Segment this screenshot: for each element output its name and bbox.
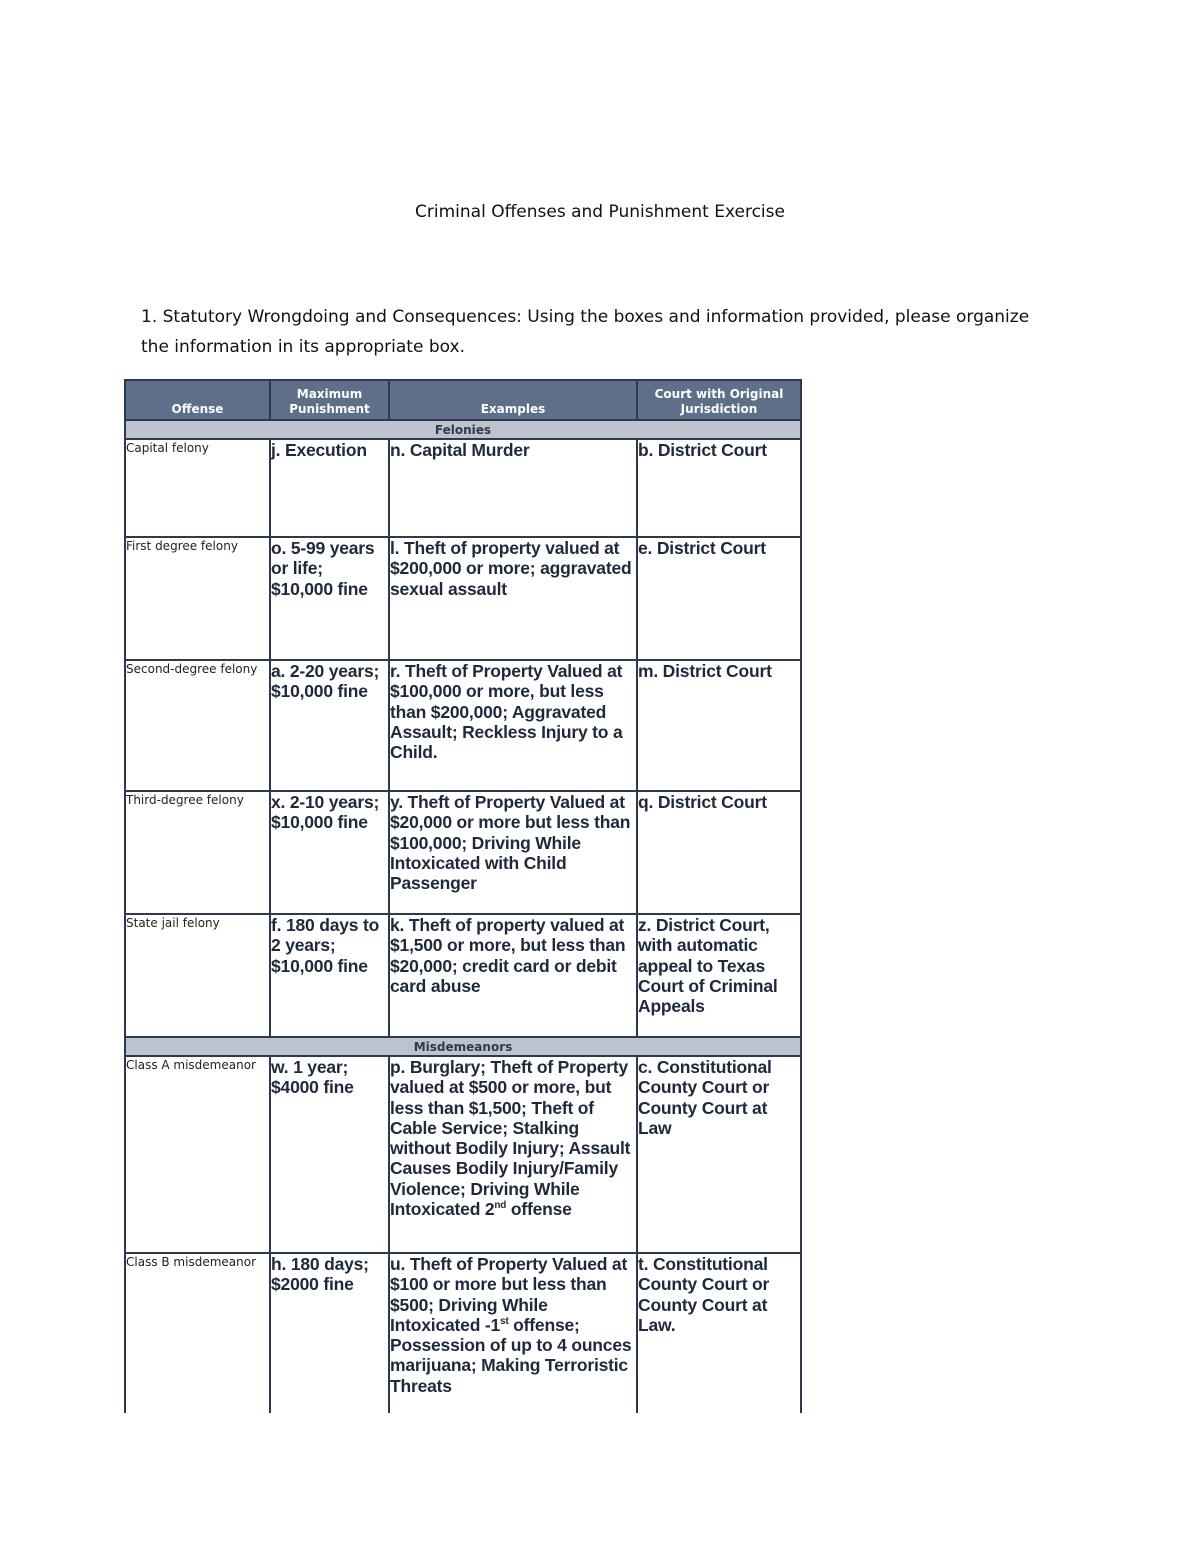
offense-cell: Class B misdemeanor: [125, 1253, 270, 1413]
offense-cell: Third-degree felony: [125, 791, 270, 914]
header-court-line-2: Jurisdiction: [680, 402, 758, 416]
section-label-misdemeanors: Misdemeanors: [125, 1037, 801, 1056]
document-title: Criminal Offenses and Punishment Exercise: [415, 202, 785, 222]
offense-cell: Class A misdemeanor: [125, 1056, 270, 1253]
examples-cell: [389, 1253, 637, 1413]
table-row: [125, 791, 801, 914]
examples-cell: [389, 1056, 637, 1253]
punishment-cell: a. 2-20 years; $10,000 fine: [270, 660, 389, 791]
header-offense: Offense: [125, 380, 270, 420]
instructions-line-1: 1. Statutory Wrongdoing and Consequences: Using the boxes and information provided, please organize: [141, 307, 1030, 327]
table-row: [125, 537, 801, 660]
table-row: [125, 1253, 801, 1413]
court-cell: z. District Court, with automatic appeal to Texas Court of Criminal Appeals: [637, 914, 801, 1037]
header-punishment-line-1: Maximum: [296, 387, 363, 401]
examples-cell: l. Theft of property valued at $200,000 or more; aggravated sexual assault: [389, 537, 637, 660]
header-court: [637, 380, 801, 420]
offenses-table: [124, 379, 802, 1413]
examples-text: p. Burglary; Theft of Property valued at $500 or more, but less than $1,500; Theft of Cable Service; Stalking without Bodily Injury; Assault Causes Bodily Injury/Family Violence; Driving While Intoxicated 2: [390, 1057, 631, 1220]
ordinal-superscript: st: [500, 1316, 509, 1328]
ordinal-superscript: nd: [494, 1200, 507, 1212]
examples-cell: k. Theft of property valued at $1,500 or more, but less than $20,000; credit card or debit card abuse: [389, 914, 637, 1037]
table-row: [125, 439, 801, 537]
offense-cell: Capital felony: [125, 439, 270, 537]
header-punishment-line-2: Punishment: [289, 402, 370, 416]
examples-text-tail: offense; Possession of up to 4 ounces marijuana; Making Terroristic Threats: [390, 1314, 632, 1396]
punishment-cell: j. Execution: [270, 439, 389, 537]
court-cell: e. District Court: [637, 537, 801, 660]
punishment-cell: x. 2-10 years; $10,000 fine: [270, 791, 389, 914]
table-row: [125, 914, 801, 1037]
punishment-cell: h. 180 days; $2000 fine: [270, 1253, 389, 1413]
court-cell: t. Constitutional County Court or County Court at Law.: [637, 1253, 801, 1413]
court-cell: b. District Court: [637, 439, 801, 537]
instructions: [141, 302, 1071, 362]
table-header-row: [125, 380, 801, 420]
examples-text-tail: offense: [506, 1199, 572, 1220]
offense-cell: State jail felony: [125, 914, 270, 1037]
section-label-felonies: Felonies: [125, 420, 801, 439]
offense-cell: Second-degree felony: [125, 660, 270, 791]
table-row: [125, 1056, 801, 1253]
section-row-felonies: [125, 420, 801, 439]
instructions-line-2: the information in its appropriate box.: [141, 337, 465, 357]
header-maximum-punishment: [270, 380, 389, 420]
header-examples: Examples: [389, 380, 637, 420]
punishment-cell: f. 180 days to 2 years; $10,000 fine: [270, 914, 389, 1037]
punishment-cell: w. 1 year; $4000 fine: [270, 1056, 389, 1253]
section-row-misdemeanors: [125, 1037, 801, 1056]
examples-cell: n. Capital Murder: [389, 439, 637, 537]
court-cell: c. Constitutional County Court or County Court at Law: [637, 1056, 801, 1253]
court-cell: q. District Court: [637, 791, 801, 914]
examples-text: u. Theft of Property Valued at $100 or more but less than $500; Driving While Intoxicated -1: [390, 1254, 628, 1335]
punishment-cell: o. 5-99 years or life; $10,000 fine: [270, 537, 389, 660]
offense-cell: First degree felony: [125, 537, 270, 660]
header-court-line-1: Court with Original: [654, 387, 784, 401]
examples-cell: y. Theft of Property Valued at $20,000 or more but less than $100,000; Driving While Intoxicated with Child Passenger: [389, 791, 637, 914]
examples-cell: r. Theft of Property Valued at $100,000 or more, but less than $200,000; Aggravated Assault; Reckless Injury to a Child.: [389, 660, 637, 791]
court-cell: m. District Court: [637, 660, 801, 791]
table-row: [125, 660, 801, 791]
